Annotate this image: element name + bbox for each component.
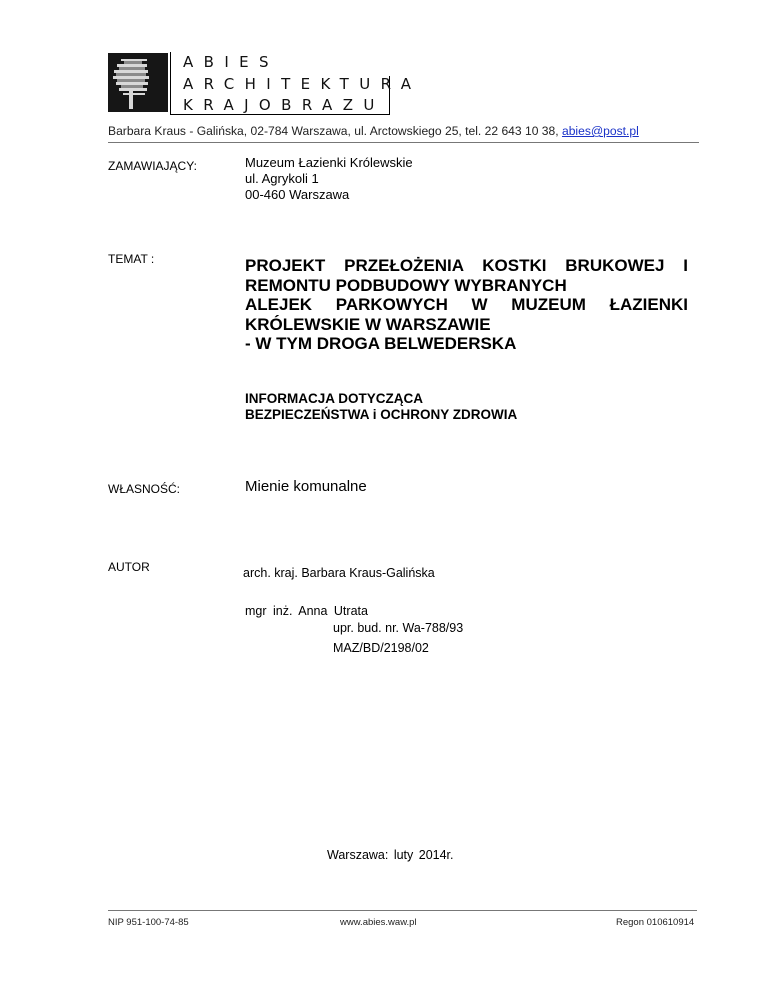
header-address xyxy=(108,124,639,138)
client-city: 00-460 Warszawa xyxy=(245,187,350,202)
client-street: ul. Agrykoli 1 xyxy=(245,171,319,186)
client-label: ZAMAWIAJĄCY: xyxy=(108,159,197,173)
author-name-1: arch. kraj. Barbara Kraus-Galińska xyxy=(243,566,435,580)
project-title xyxy=(245,256,688,354)
title-line: - W TYM DROGA BELWEDERSKA xyxy=(245,334,517,353)
place-date: Warszawa: luty 2014r. xyxy=(327,848,454,862)
logo-text-architektura: ARCHITEKTURA xyxy=(183,75,422,93)
ownership-value: Mienie komunalne xyxy=(245,478,367,495)
logo-tree-icon xyxy=(108,53,168,112)
title-line: ALEJEK PARKOWYCH W MUZEUM ŁAZIENKI xyxy=(245,295,688,314)
logo-text-abies: ABIES xyxy=(183,53,279,71)
footer-nip: NIP 951-100-74-85 xyxy=(108,917,189,928)
author-name-2: mgr inż. Anna Utrata xyxy=(245,604,368,618)
logo-underline xyxy=(170,114,390,115)
header-rule xyxy=(108,142,699,143)
document-subtitle xyxy=(245,391,517,423)
footer-rule xyxy=(108,910,697,911)
client-name: Muzeum Łazienki Królewskie xyxy=(245,155,413,170)
address-text: Barbara Kraus - Galińska, 02-784 Warszawa, ul. Arctowskiego 25, tel. 22 643 10 38, xyxy=(108,124,562,138)
subject-label: TEMAT : xyxy=(108,252,155,266)
title-line: PROJEKT PRZEŁOŻENIA KOSTKI BRUKOWEJ I xyxy=(245,256,688,275)
title-line: KRÓLEWSKIE W WARSZAWIE xyxy=(245,314,491,334)
email-link[interactable]: abies@post.pl xyxy=(561,124,639,138)
subtitle-line: BEZPIECZEŃSTWA i OCHRONY ZDROWIA xyxy=(245,407,518,422)
logo-divider xyxy=(170,52,171,114)
subtitle-line: INFORMACJA DOTYCZĄCA xyxy=(245,391,423,406)
author-registry: MAZ/BD/2198/02 xyxy=(333,641,429,655)
footer-website: www.abies.waw.pl xyxy=(340,917,417,928)
title-line: REMONTU PODBUDOWY WYBRANYCH xyxy=(245,275,567,295)
ownership-label: WŁASNOŚĆ: xyxy=(108,482,181,496)
author-permit: upr. bud. nr. Wa-788/93 xyxy=(333,621,464,635)
footer-regon: Regon 010610914 xyxy=(616,917,695,928)
logo-text-krajobrazu: KRAJOBRAZU xyxy=(183,96,385,114)
author-label: AUTOR xyxy=(108,560,150,574)
